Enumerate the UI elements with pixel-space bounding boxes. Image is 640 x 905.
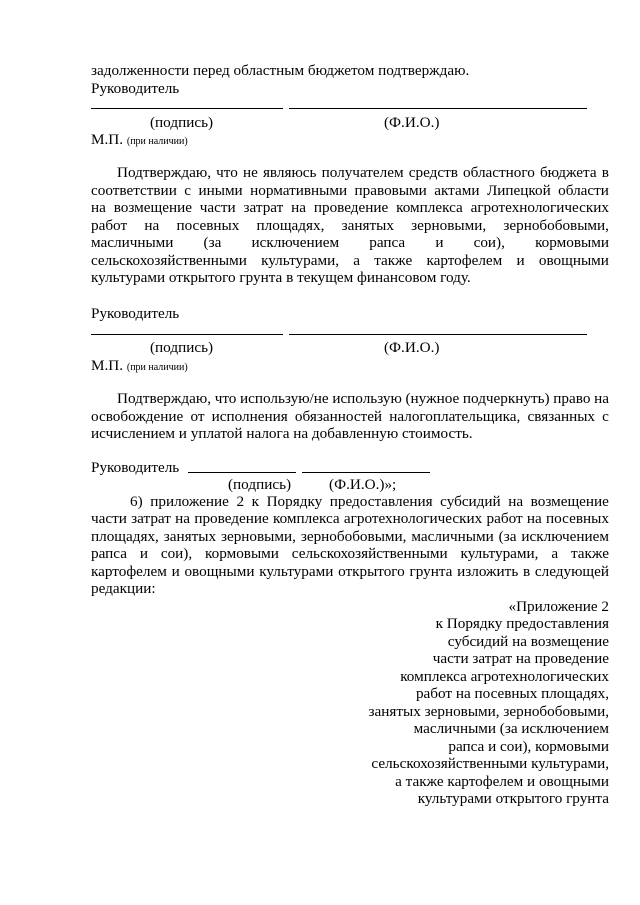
word: освобождение xyxy=(91,408,184,425)
word: занятых xyxy=(163,528,217,545)
para-line xyxy=(91,528,609,545)
appendix-line: комплекса агротехнологических xyxy=(400,668,609,685)
word: исполнения xyxy=(211,408,288,425)
word: иными xyxy=(198,182,243,199)
word: на xyxy=(526,510,542,527)
word: приложение xyxy=(150,493,229,510)
word: сельскохозяйственными xyxy=(91,252,247,269)
word: (за xyxy=(498,528,517,545)
word: от xyxy=(190,408,205,425)
word: предоставления xyxy=(329,493,433,510)
word: что xyxy=(214,390,237,407)
word: исключением xyxy=(251,234,340,251)
para-line xyxy=(91,252,609,269)
word: агротехнологических xyxy=(470,199,609,216)
appendix-line: а также картофелем и овощными xyxy=(395,773,609,790)
stamp-note: (при наличии) xyxy=(126,362,188,373)
stamp-note: (при наличии) xyxy=(126,136,188,147)
head-label: Руководитель xyxy=(91,80,180,97)
word: что xyxy=(216,164,238,181)
word: культурами xyxy=(259,563,334,580)
fio-caption: (Ф.И.О.) xyxy=(384,114,440,131)
word: сои), xyxy=(473,234,505,251)
para-line xyxy=(91,563,609,580)
word: картофелем xyxy=(426,252,503,269)
word: 2 xyxy=(236,493,245,510)
word: использую xyxy=(332,390,402,407)
word: с xyxy=(184,182,192,199)
word: (нужное xyxy=(405,390,460,407)
signature-line xyxy=(188,472,296,473)
word: и xyxy=(139,545,148,562)
word: нормативными xyxy=(250,182,348,199)
word: затрат xyxy=(243,199,284,216)
word: агротехнологических xyxy=(343,510,483,527)
para-line xyxy=(91,408,609,425)
word: на xyxy=(91,199,106,216)
fio-line xyxy=(289,334,587,335)
word: а xyxy=(551,545,559,562)
word: овощными xyxy=(184,563,255,580)
word: подчеркнуть) xyxy=(462,390,550,407)
word: работ xyxy=(486,510,523,527)
word: и xyxy=(516,252,525,269)
word: рапса xyxy=(369,234,406,251)
signature-line xyxy=(91,334,283,335)
word: на xyxy=(291,199,306,216)
word: затрат xyxy=(131,510,171,527)
para-line xyxy=(91,182,609,199)
word: площадях, xyxy=(91,528,159,545)
word: получателем xyxy=(321,164,404,181)
appendix-line: масличными (за исключением xyxy=(413,720,609,737)
stamp-label xyxy=(91,357,188,376)
para-line: редакции: xyxy=(91,580,156,597)
appendix-line: «Приложение 2 xyxy=(508,598,609,615)
word: являюсь xyxy=(262,164,317,181)
word: использую/не xyxy=(240,390,329,407)
word: картофелем xyxy=(91,563,167,580)
word: и xyxy=(435,234,444,251)
signature-line xyxy=(91,108,283,109)
para-line xyxy=(117,390,609,407)
word: в xyxy=(601,164,609,181)
word: с xyxy=(602,408,609,425)
para-line: культурами открытого грунта в текущем финансовом году. xyxy=(91,269,471,286)
appendix-line: субсидий на возмещение xyxy=(447,633,609,650)
word: кормовыми xyxy=(535,234,609,251)
word: и xyxy=(171,563,180,580)
word: области xyxy=(558,182,609,199)
appendix-line: занятых зерновыми, зернобобовыми, xyxy=(368,703,609,720)
word: возмещение xyxy=(530,493,609,510)
word: сои), xyxy=(160,545,193,562)
word: на xyxy=(594,390,609,407)
word: масличными xyxy=(91,234,174,251)
word: а xyxy=(353,252,360,269)
word: налогоплательщика, xyxy=(389,408,521,425)
para-line xyxy=(117,164,609,181)
word: зернобобовыми, xyxy=(503,217,609,234)
word: Подтверждаю, xyxy=(117,164,212,181)
word: актами xyxy=(434,182,480,199)
word: не xyxy=(242,164,258,181)
appendix-line: рапса и сои), кормовыми xyxy=(448,738,609,755)
word: рапса xyxy=(91,545,127,562)
head-label: Руководитель xyxy=(91,305,180,322)
stamp-abbrev: М.П. xyxy=(91,131,124,148)
fio-line xyxy=(289,108,587,109)
word: право xyxy=(553,390,591,407)
word: (за xyxy=(203,234,222,251)
signature-captions: (подпись) (Ф.И.О.)»; xyxy=(228,476,397,493)
word: связанных xyxy=(527,408,595,425)
word: культурами, xyxy=(261,252,340,269)
word: проведение xyxy=(194,510,269,527)
word: также xyxy=(374,252,413,269)
para-line xyxy=(91,199,609,216)
word: части xyxy=(91,510,127,527)
word: возмещение xyxy=(113,199,192,216)
word: 6) xyxy=(130,493,143,510)
word: сельскохозяйственными xyxy=(291,545,448,562)
word: исключением xyxy=(521,528,609,545)
para-line xyxy=(91,510,609,527)
word: проведение xyxy=(313,199,389,216)
head-label: Руководитель xyxy=(91,459,180,476)
word: части xyxy=(199,199,236,216)
word: областного xyxy=(463,164,535,181)
word: средств xyxy=(408,164,458,181)
signature-caption: (подпись) xyxy=(150,339,214,356)
word: посевных xyxy=(176,217,240,234)
word: зерновыми, xyxy=(220,528,296,545)
word: правовыми xyxy=(354,182,427,199)
para-line: исчислением и уплатой налога на добавленную стоимость. xyxy=(91,425,473,442)
para-line xyxy=(91,217,609,234)
word: открытого xyxy=(338,563,405,580)
word: на xyxy=(508,493,524,510)
word: следующей xyxy=(534,563,609,580)
word: работ xyxy=(91,217,128,234)
word: комплекса xyxy=(272,510,340,527)
word: Подтверждаю, xyxy=(117,390,212,407)
appendix-line: части затрат на проведение xyxy=(432,650,609,667)
word: посевных xyxy=(546,510,609,527)
word: субсидий xyxy=(440,493,501,510)
word: Липецкой xyxy=(486,182,551,199)
word: зернобобовыми, xyxy=(300,528,407,545)
word: культурами, xyxy=(460,545,539,562)
appendix-line: культурами открытого грунта xyxy=(417,790,609,807)
text-line: задолженности перед областным бюджетом подтверждаю. xyxy=(91,62,470,79)
word: грунта xyxy=(409,563,453,580)
word: изложить xyxy=(457,563,519,580)
word: соответствии xyxy=(91,182,177,199)
word: занятых xyxy=(341,217,394,234)
word: в xyxy=(522,563,531,580)
fio-line xyxy=(302,472,430,473)
word: на xyxy=(144,217,160,234)
word: овощными xyxy=(538,252,609,269)
word: кормовыми xyxy=(205,545,279,562)
word: комплекса xyxy=(396,199,463,216)
word: площадях, xyxy=(256,217,325,234)
word: масличными xyxy=(411,528,494,545)
word: обязанностей xyxy=(294,408,383,425)
stamp-abbrev: М.П. xyxy=(91,357,124,374)
word: бюджета xyxy=(539,164,597,181)
word: на xyxy=(175,510,191,527)
word: к xyxy=(251,493,260,510)
fio-caption: (Ф.И.О.) xyxy=(384,339,440,356)
signature-caption: (подпись) xyxy=(150,114,214,131)
word: также xyxy=(570,545,609,562)
appendix-line: работ на посевных площадях, xyxy=(415,685,609,702)
para-line xyxy=(130,493,609,510)
para-line xyxy=(91,545,609,562)
word: Порядку xyxy=(266,493,323,510)
appendix-line: сельскохозяйственными культурами, xyxy=(371,755,609,772)
stamp-label xyxy=(91,131,188,150)
appendix-line: к Порядку предоставления xyxy=(435,615,609,632)
para-line xyxy=(91,234,609,251)
word: зерновыми, xyxy=(411,217,487,234)
